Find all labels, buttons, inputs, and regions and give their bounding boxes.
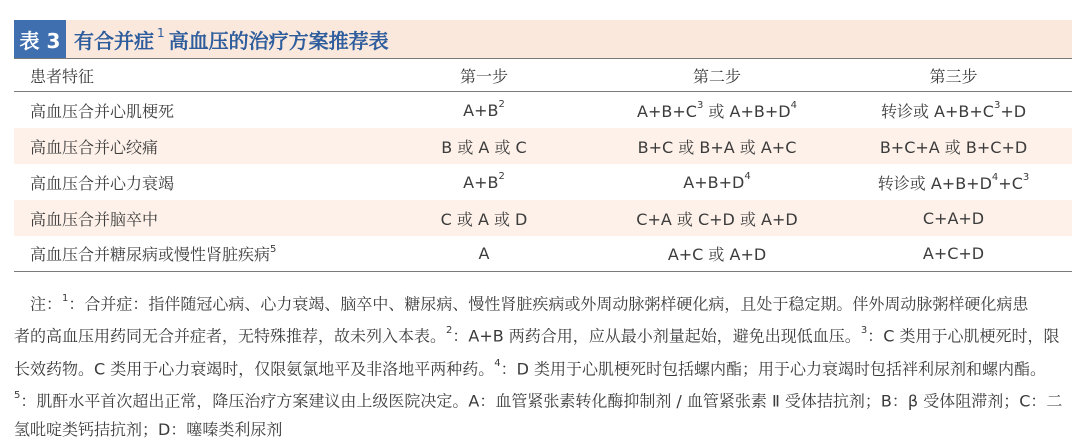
text-run: B+C+A 或 B+C+D	[879, 137, 1028, 157]
footnote-ref: 4	[991, 172, 999, 184]
text-run: 氢吡啶类钙拮抗剂；D：噻嗪类利尿剂	[14, 420, 283, 440]
recommendation-table	[14, 58, 1072, 272]
footnote-ref: 4	[744, 171, 751, 183]
text-run: +D	[1000, 101, 1027, 121]
feature-footnote-ref: 5	[270, 243, 277, 255]
text-run: A	[478, 244, 490, 263]
step1-cell	[369, 135, 599, 158]
table-notes	[14, 286, 1072, 442]
table-title-footnote-ref: 1	[157, 25, 165, 40]
note-line	[14, 318, 1072, 350]
text-run: C+A 或 C+D 或 A+D	[636, 209, 798, 229]
step2-cell	[599, 242, 835, 265]
table-header-row	[14, 58, 1072, 92]
header-step3: 第三步	[929, 66, 978, 86]
text-run: C 或 A 或 D	[440, 209, 528, 229]
text-run: A+B+C	[637, 101, 697, 121]
text-run: A+B	[463, 100, 499, 120]
header-step1: 第一步	[459, 66, 508, 86]
text-run: 或 A+B+D	[703, 101, 791, 121]
table-row	[14, 92, 1072, 128]
step3-cell	[835, 209, 1072, 228]
text-run: 长效药物。C 类用于心力衰竭时，仅限氨氯地平及非洛地平两种药。	[14, 358, 495, 378]
feature-cell: 高血压合并心力衰竭	[30, 173, 175, 193]
footnote-ref: 3	[993, 100, 1001, 112]
table-row	[14, 164, 1072, 200]
footnote-ref: 5	[14, 389, 21, 401]
text-run: 转诊或 A+B+D	[877, 173, 992, 193]
step2-cell	[599, 135, 835, 158]
footnote-ref: 2	[498, 171, 505, 183]
footnote-ref: 1	[62, 293, 69, 304]
footnote-ref: 2	[446, 325, 453, 337]
step1-cell	[369, 244, 599, 263]
table-row	[14, 200, 1072, 236]
step3-cell	[835, 244, 1072, 263]
table-row	[14, 236, 1072, 272]
table-title-part1: 有合并症	[74, 28, 154, 53]
table-number-badge: 表 3	[14, 20, 66, 58]
text-run: ：A+B 两药合用，应从最小剂量起始，避免出现低血压。	[452, 326, 861, 346]
table-title-part2: 高血压的治疗方案推荐表	[168, 28, 389, 53]
step1-cell	[369, 173, 599, 192]
text-run: ：D 类用于心肌梗死时包括螺内酯；用于心力衰竭时包括袢利尿剂和螺内酯。	[500, 358, 1047, 378]
text-run: 转诊或 A+B+C	[880, 101, 994, 121]
note-line	[14, 415, 1072, 442]
text-run: A+B+D	[683, 172, 745, 192]
text-run: ：C 类用于心肌梗死时，限	[867, 326, 1060, 346]
step2-cell	[599, 173, 835, 192]
step1-cell	[369, 207, 599, 230]
text-run: B 或 A 或 C	[441, 137, 527, 157]
text-run: 者的高血压用药同无合并症者，无特殊推荐，故未列入本表。	[14, 326, 447, 346]
note-line	[14, 383, 1072, 415]
text-run: A+C+D	[922, 244, 985, 263]
feature-text: 高血压合并糖尿病或慢性肾脏疾病	[30, 245, 271, 264]
table-title-bar	[14, 20, 1072, 58]
text-run: 注：	[30, 294, 63, 314]
footnote-ref: 3	[696, 100, 704, 112]
header-feature: 患者特征	[30, 66, 95, 86]
step1-cell	[369, 101, 599, 120]
text-run: +C	[998, 173, 1023, 193]
footnote-ref: 2	[498, 99, 505, 111]
footnote-ref: 4	[790, 100, 797, 112]
feature-cell: 高血压合并心肌梗死	[30, 101, 175, 121]
footnote-ref: 4	[494, 357, 501, 369]
table-row	[14, 128, 1072, 164]
text-run: A+B	[463, 172, 499, 192]
step3-cell	[835, 171, 1072, 194]
text-run: C+A+D	[922, 208, 985, 228]
footnote-ref: 3	[860, 325, 868, 337]
text-run: ：肌酐水平首次超出正常，降压治疗方案建议由上级医院决定。A：血管紧张素转化酶抑制剂 / 血管紧张素 Ⅱ 受体拮抗剂；B：β 受体阻滞剂；C：二	[20, 391, 1063, 411]
footnote-ref: 3	[1022, 172, 1030, 184]
table-title	[66, 25, 389, 54]
feature-cell	[14, 242, 369, 265]
text-run: B+C 或 B+A 或 A+C	[637, 137, 797, 157]
step2-cell	[599, 207, 835, 230]
text-run: ：合并症：指伴随冠心病、心力衰竭、脑卒中、糖尿病、慢性肾脏疾病或外周动脉粥样硬化病，且处于稳定期。伴外周动脉粥样硬化病患	[68, 294, 1029, 314]
note-line	[14, 351, 1072, 383]
feature-cell: 高血压合并心绞痛	[30, 137, 159, 157]
step2-cell	[599, 99, 835, 122]
text-run: A+C 或 A+D	[667, 245, 767, 264]
feature-cell: 高血压合并脑卒中	[30, 209, 159, 229]
step3-cell	[835, 135, 1072, 158]
step3-cell	[835, 99, 1072, 122]
header-step2: 第二步	[692, 66, 741, 86]
note-line	[14, 286, 1072, 318]
